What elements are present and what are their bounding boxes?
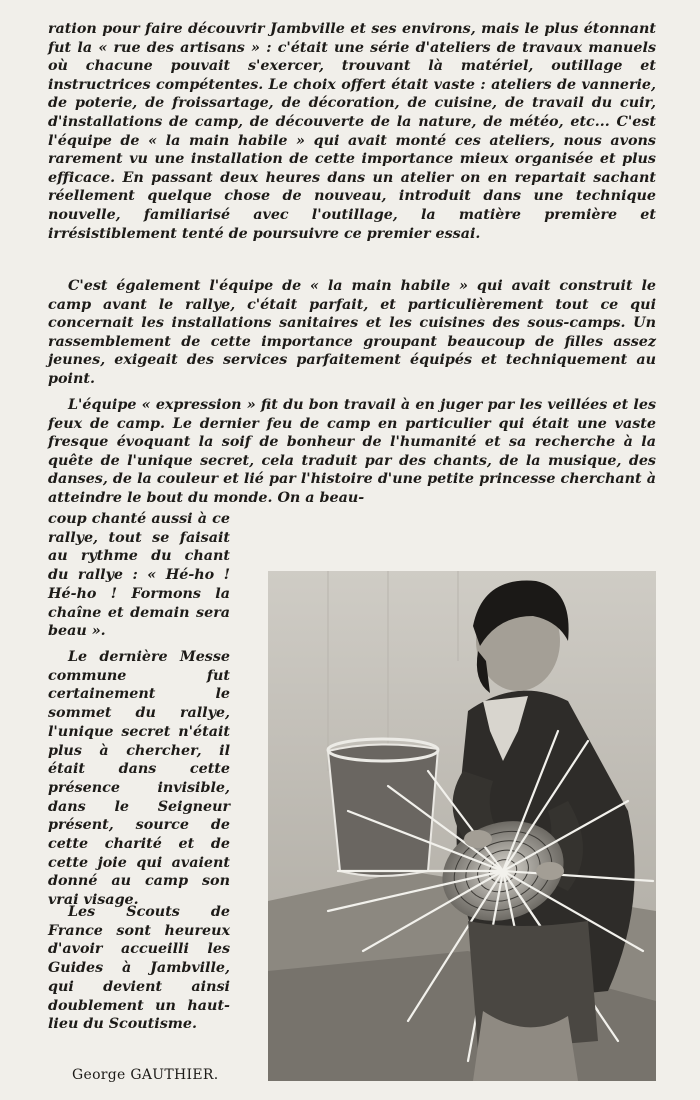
paragraph-2: C'est également l'équipe de « la main habile » qui avait construit le camp avant le rallye, c'était parfait, et particulièrement tout ce qui concernait les installations sanitaires et les cuisines des sous-camps. Un rassemblement de cette importance groupant beaucoup de filles assez jeunes, exigeait des services parfaitement équipés et techniquement au point. [48,278,656,387]
column-block-3 [48,903,230,1034]
article-body-lower [48,396,656,508]
basket-weaving-photo [268,571,656,1081]
article-body-top [48,20,656,243]
paragraph-1: ration pour faire découvrir Jambville et ses environs, mais le plus étonnant fut la « rue des artisans » : c'était une série d'ateliers de travaux manuels où chacune pouvait s'exercer, trouvant là matériel, outillage et instructrices compétentes. Le choix offert était vaste : ateliers de vannerie, de poterie, de froissartage, de décoration, de cuisine, de travail du cuir, d'installations de camp, de découverte de la nature, de météo, etc... C'est l'équipe de « la main habile » qui avait monté ces ateliers, nous avons rarement vu une installation de cette importance mieux organisée et plus efficace. En passant deux heures dans un atelier on en repartait sachant réellement quelque chose de nouveau, introduit dans une technique nouvelle, familiarisé avec l'outillage, la matière première et irrésistiblement tenté de poursuivre ce premier essai. [48,21,656,242]
paragraph-3: L'équipe « expression » fit du bon travail à en juger par les veillées et les feux de camp. Le dernier feu de camp en particulier qui était une vaste fresque évoquant la soif de bonheur de l'humanité et sa recherche à la quête de l'unique secret, cela traduit par des chants, de la musique, des danses, de la couleur et lié par l'histoire d'une petite princesse cherchant à atteindre le bout du monde. On a beau- [48,397,656,506]
column-block-2 [48,648,230,910]
column-paragraph-1: coup chanté aussi à ce rallye, tout se faisait au rythme du chant du rallye : « Hé-ho ! Hé-ho ! Formons la chaîne et demain sera beau ». [48,511,230,640]
column-block-1 [48,510,230,641]
article-body-mid [48,277,656,389]
column-paragraph-2: Le dernière Messe commune fut certainement le sommet du rallye, l'unique secret n'était plus à chercher, il était dans cette présence invisible, dans le Seigneur présent, source de cette charité et de cette joie qui avaient donné au camp son vrai visage. [48,649,230,909]
column-paragraph-3: Les Scouts de France sont heureux d'avoir accueilli les Guides à Jambville, qui devient ainsi doublement un haut-lieu du Scoutisme. [48,904,230,1033]
author-signature: George GAUTHIER. [72,1067,219,1083]
photo-illustration [268,571,656,1081]
